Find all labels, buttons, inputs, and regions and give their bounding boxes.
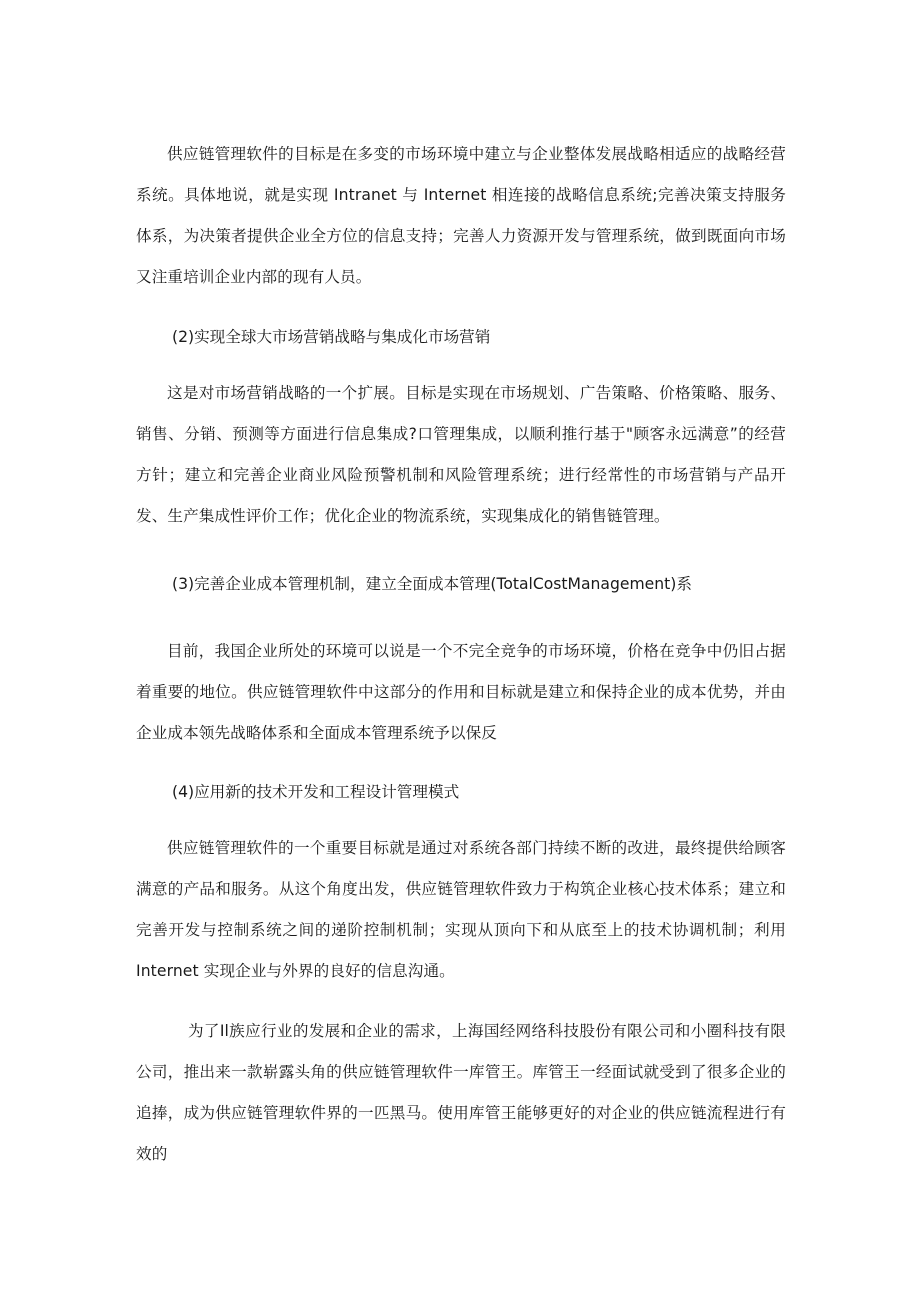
paragraph-strategy-goal: 供应链管理软件的目标是在多变的市场环境中建立与企业整体发展战略相适应的战略经营系统。具体地说，就是实现 Intranet 与 Internet 相连接的战略信息系统;完善决策支持服务体系，为决策者提供企业全方位的信息支持；完善人力资源开发与管理系统，做到既面向市场又注重培训企业内部的现有人员。 [136,145,786,286]
heading-technology-development: (4)应用新的技术开发和工程设计管理模式 [172,783,460,801]
paragraph-technology-goal: 供应链管理软件的一个重要目标就是通过对系统各部门持续不断的改进，最终提供给顾客满意的产品和服务。从这个角度出发，供应链管理软件致力于构筑企业核心技术体系；建立和完善开发与控制系统之间的递阶控制机制；实现从顶向下和从底至上的技术协调机制；利用 Internet 实现企业与外界的良好的信息沟通。 [136,839,786,980]
heading-global-marketing: (2)实现全球大市场营销战略与集成化市场营销 [172,328,491,346]
paragraph-cost-advantage: 目前，我国企业所处的环境可以说是一个不完全竞争的市场环境，价格在竞争中仍旧占据着重要的地位。供应链管理软件中这部分的作用和目标就是建立和保持企业的成本优势，并由企业成本领先战略体系和全面成本管理系统予以保反 [136,642,786,742]
paragraph-marketing-extension: 这是对市场营销战略的一个扩展。目标是实现在市场规划、广告策略、价格策略、服务、销售、分销、预测等方面进行信息集成?口管理集成，以顺利推行基于"顾客永远满意”的经营方针；建立和完善企业商业风险预警机制和风险管理系统；进行经常性的市场营销与产品开发、生产集成性评价工作；优化企业的物流系统，实现集成化的销售链管理。 [136,384,786,525]
paragraph-product-introduction: 为了Il族应行业的发展和企业的需求，上海国经网络科技股份有限公司和小圈科技有限公司，推出来一款崭露头角的供应链管理软件一库管王。库管王一经面试就受到了很多企业的追捧，成为供应链管理软件界的一匹黑马。使用库管王能够更好的对企业的供应链流程进行有效的 [136,1022,786,1163]
heading-cost-management: (3)完善企业成本管理机制，建立全面成本管理(TotalCostManagement)系 [172,575,692,593]
